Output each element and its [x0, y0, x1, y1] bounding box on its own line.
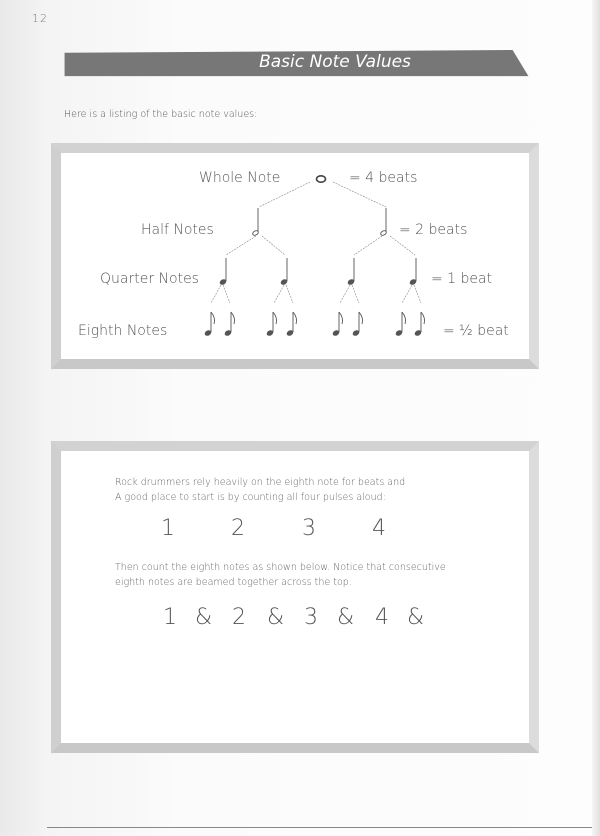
- counting-paragraph-2: [115, 560, 446, 590]
- page-title: Basic Note Values: [259, 52, 411, 72]
- page-edge-shadow: [592, 0, 600, 836]
- pulse-count: 3: [302, 516, 316, 541]
- eighth-count: &: [267, 605, 285, 630]
- pulse-count: 4: [372, 516, 386, 541]
- pulse-count: 2: [231, 516, 245, 541]
- eighth-note-icon: [204, 312, 424, 336]
- paragraph-2-line-2: eighth notes are beamed together across the top.: [115, 577, 352, 588]
- counting-paragraph-1: [115, 475, 405, 505]
- paragraph-2-line-1: Then count the eighth notes as shown below. Notice that consecutive: [115, 562, 446, 573]
- value-whole-note: = 4 beats: [349, 170, 418, 186]
- value-eighth-notes: = ½ beat: [443, 323, 509, 339]
- whole-note-icon: [317, 176, 326, 182]
- label-quarter-notes: Quarter Notes: [100, 271, 199, 287]
- page-number: 12: [32, 12, 48, 25]
- paragraph-1-line-2: A good place to start is by counting all four pulses aloud:: [115, 492, 386, 503]
- eighth-count: 4: [375, 605, 389, 630]
- intro-text: Here is a listing of the basic note values:: [64, 109, 258, 120]
- paragraph-1-line-1: Rock drummers rely heavily on the eighth note for beats and: [115, 477, 406, 488]
- eighth-count: 3: [304, 605, 318, 630]
- pulse-count: 1: [161, 516, 175, 541]
- quarter-note-icon: [219, 258, 416, 285]
- eighth-count: &: [407, 605, 425, 630]
- label-half-notes: Half Notes: [141, 222, 214, 238]
- eighth-count: &: [337, 605, 355, 630]
- footer-rule: [47, 827, 592, 828]
- eighth-count: &: [195, 605, 213, 630]
- eighth-count: 1: [163, 605, 177, 630]
- value-half-notes: = 2 beats: [399, 222, 468, 238]
- half-note-icon: [252, 208, 387, 236]
- label-whole-note: Whole Note: [199, 170, 281, 186]
- eighth-count: 2: [232, 605, 246, 630]
- label-eighth-notes: Eighth Notes: [78, 323, 168, 339]
- value-quarter-notes: = 1 beat: [431, 271, 493, 287]
